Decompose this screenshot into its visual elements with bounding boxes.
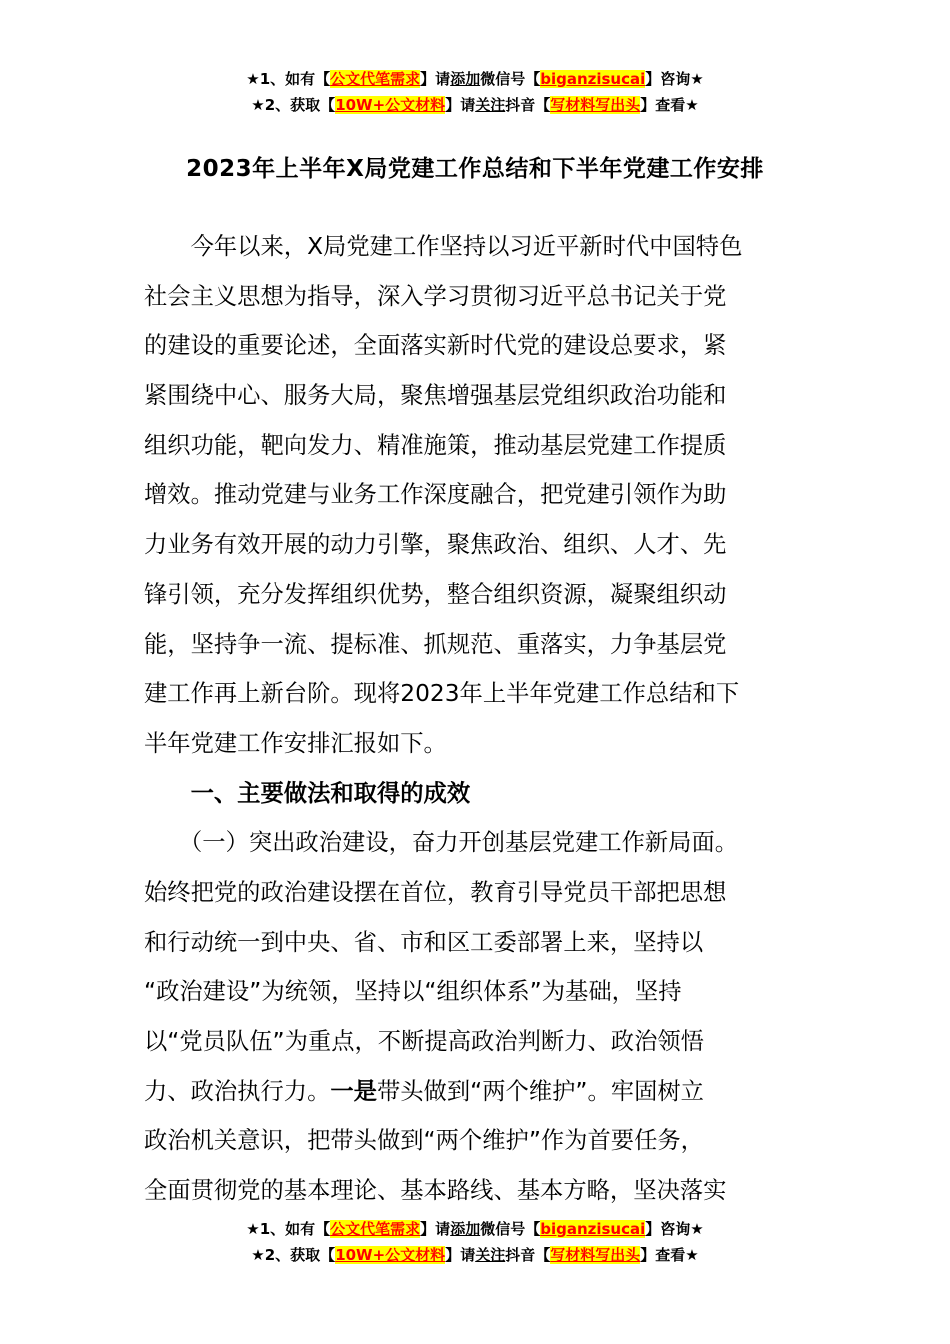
banner-line-1: ★1、如有【公文代笔需求】请添加微信号【biganzisucai】咨询★ bbox=[246, 1220, 704, 1238]
body-line: （一）突出政治建设，奋力开创基层党建工作新局面。 bbox=[144, 829, 739, 857]
highlight-douyin: 写材料写出头 bbox=[550, 1246, 641, 1264]
highlight-ghostwriting: 公文代笔需求 bbox=[330, 1220, 421, 1238]
body-line: 和行动统一到中央、省、市和区工委部署上来，坚持以 bbox=[144, 928, 704, 956]
document-title: 2023年上半年X局党建工作总结和下半年党建工作安排 bbox=[186, 156, 764, 182]
highlight-ghostwriting: 公文代笔需求 bbox=[330, 70, 421, 88]
highlight-douyin: 写材料写出头 bbox=[550, 96, 641, 114]
body-line: 的建设的重要论述，全面落实新时代党的建设总要求，紧 bbox=[144, 332, 727, 360]
bold-marker: 一是 bbox=[330, 1077, 377, 1105]
body-line: “政治建设”为统领，坚持以“组织体系”为基础，坚持 bbox=[144, 978, 682, 1006]
body-line: 紧围绕中心、服务大局，聚焦增强基层党组织政治功能和 bbox=[144, 382, 727, 410]
document-body bbox=[144, 222, 808, 1216]
body-line: 组织功能，靶向发力、精准施策，推动基层党建工作提质 bbox=[144, 431, 727, 459]
body-line: 半年党建工作安排汇报如下。 bbox=[144, 729, 447, 757]
body-line: 锋引领，充分发挥组织优势，整合组织资源，凝聚组织动 bbox=[144, 580, 727, 608]
body-line: 今年以来，X局党建工作坚持以习近平新时代中国特色 bbox=[144, 233, 743, 260]
banner-line-2: ★2、获取【10W+公文材料】请关注抖音【写材料写出头】查看★ bbox=[251, 96, 699, 114]
banner-line-2: ★2、获取【10W+公文材料】请关注抖音【写材料写出头】查看★ bbox=[251, 1246, 699, 1264]
body-line: 以“党员队伍”为重点，不断提高政治判断力、政治领悟 bbox=[144, 1028, 704, 1055]
highlight-materials: 10W+公文材料 bbox=[335, 96, 446, 114]
highlight-wechat-id: biganzisucai bbox=[540, 1220, 646, 1238]
banner-line-1: ★1、如有【公文代笔需求】请添加微信号【biganzisucai】咨询★ bbox=[246, 70, 704, 88]
body-line: 全面贯彻党的基本理论、基本路线、基本方略，坚决落实 bbox=[144, 1177, 727, 1205]
body-line: 政治机关意识，把带头做到“两个维护”作为首要任务， bbox=[144, 1127, 704, 1155]
body-line: 力、政治执行力。一是带头做到“两个维护”。牢固树立 bbox=[144, 1077, 704, 1105]
section-heading: 一、主要做法和取得的成效 bbox=[144, 779, 471, 807]
body-line: 建工作再上新台阶。现将2023年上半年党建工作总结和下 bbox=[144, 680, 740, 708]
body-line: 社会主义思想为指导，深入学习贯彻习近平总书记关于党 bbox=[144, 282, 727, 310]
highlight-wechat-id: biganzisucai bbox=[540, 70, 646, 88]
highlight-materials: 10W+公文材料 bbox=[335, 1246, 446, 1264]
body-line: 力业务有效开展的动力引擎，聚焦政治、组织、人才、先 bbox=[144, 531, 727, 559]
footer-banner bbox=[0, 1216, 950, 1268]
body-line: 始终把党的政治建设摆在首位，教育引导党员干部把思想 bbox=[144, 878, 727, 906]
header-banner bbox=[0, 66, 950, 118]
body-line: 能，坚持争一流、提标准、抓规范、重落实，力争基层党 bbox=[144, 630, 727, 658]
body-line: 增效。推动党建与业务工作深度融合，把党建引领作为助 bbox=[144, 481, 727, 509]
